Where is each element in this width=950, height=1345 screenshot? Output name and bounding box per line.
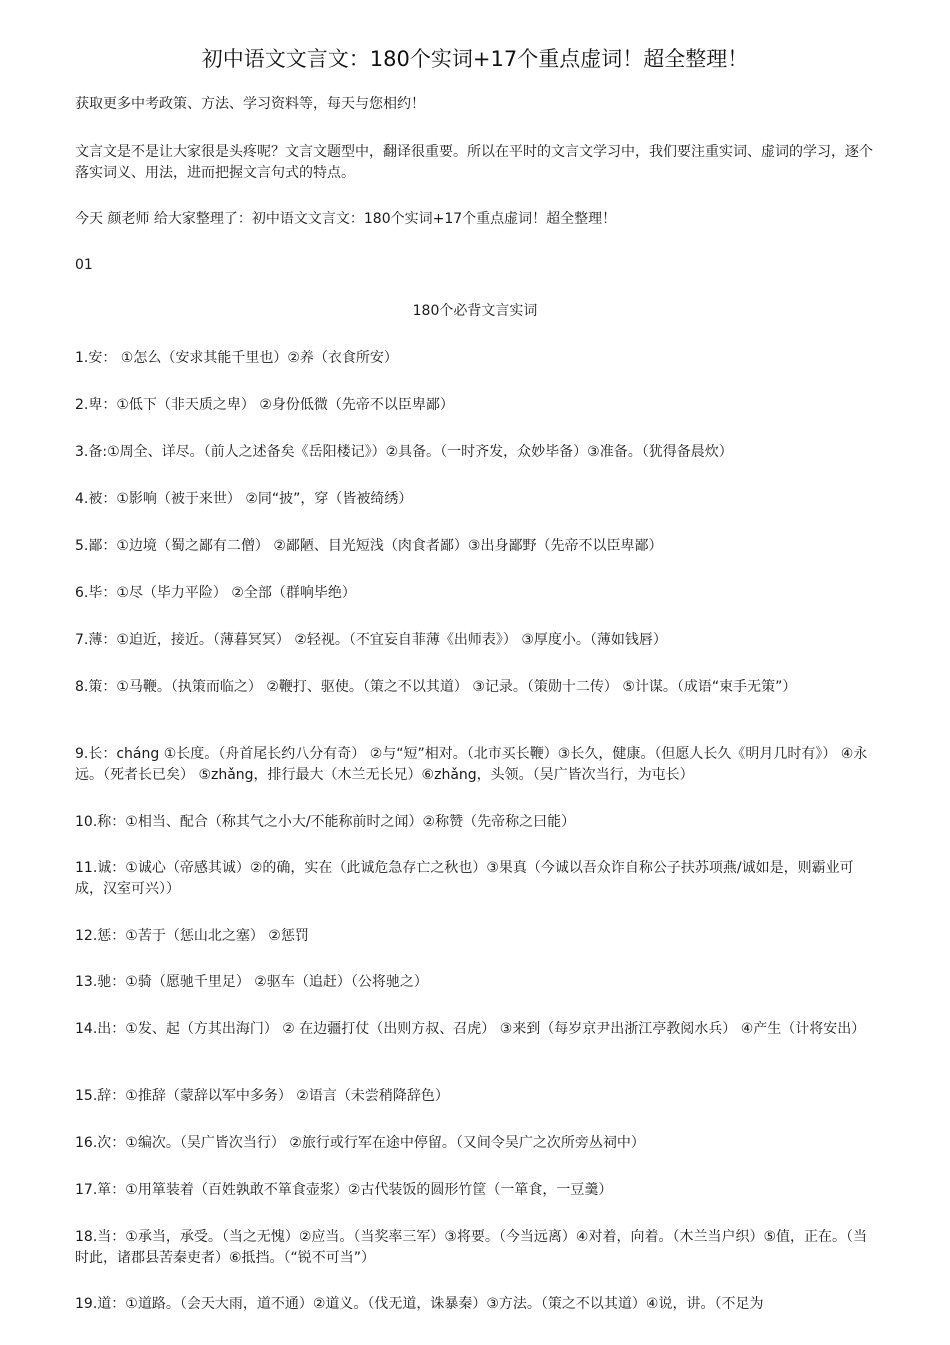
section-number: 01 <box>75 257 93 273</box>
entry: 12.惩：①苦于（惩山北之塞） ②惩罚 <box>75 928 309 944</box>
entry: 17.箪：①用箪装着（百姓孰敢不箪食壶浆）②古代装饭的圆形竹筐（一箪食，一豆羹） <box>75 1182 613 1198</box>
entry: 19.道：①道路。（会天大雨，道不通）②道义。（伐无道，诛暴秦）③方法。（策之不以其道）④说，讲。（不足为 <box>75 1296 764 1312</box>
document-title: 初中语文文言文：180个实词+17个重点虚词！超全整理！ <box>201 47 749 71</box>
entry: 1.安： ①怎么（安求其能千里也）②养（衣食所安） <box>75 350 398 366</box>
entry: 14.出：①发、起（方其出海门） ② 在边疆打仗（出则方叔、召虎） ③来到（每岁京尹出浙江亭教阅水兵） ④产生（计将安出） <box>75 1021 866 1037</box>
intro-paragraph-2: 文言文是不是让大家很是头疼呢？文言文题型中，翻译很重要。所以在平时的文言文学习中，我们要注重实词、虚词的学习，逐个落实词义、用法，进而把握文言句式的特点。 <box>75 144 873 181</box>
entry: 3.备:①周全、详尽。（前人之述备矣《岳阳楼记》）②具备。（一时齐发，众妙毕备）③准备。（犹得备晨炊） <box>75 444 733 460</box>
entry: 15.辞：①推辞（蒙辞以军中多务） ②语言（未尝稍降辞色） <box>75 1088 449 1104</box>
entry: 16.次：①编次。（吴广皆次当行） ②旅行或行军在途中停留。（又间令吴广之次所旁丛祠中） <box>75 1135 645 1151</box>
entry: 10.称：①相当、配合（称其气之小大/不能称前时之闻）②称赞（先帝称之曰能） <box>75 814 576 830</box>
entry: 8.策：①马鞭。（执策而临之） ②鞭打、驱使。（策之不以其道） ③记录。（策勋十二传） ⑤计谋。（成语“束手无策”） <box>75 679 797 695</box>
intro-paragraph-3: 今天 颜老师 给大家整理了：初中语文文言文：180个实词+17个重点虚词！超全整理！ <box>75 211 617 227</box>
entry: 11.诚：①诚心（帝感其诚）②的确，实在（此诚危急存亡之秋也）③果真（今诚以吾众诈自称公子扶苏项燕/诚如是，则霸业可成，汉室可兴）） <box>75 860 854 897</box>
entry: 2.卑：①低下（非天质之卑） ②身份低微（先帝不以臣卑鄙） <box>75 397 454 413</box>
section-heading: 180个必背文言实词 <box>412 303 538 319</box>
entry: 18.当：①承当，承受。（当之无愧）②应当。（当奖率三军）③将要。（今当远离）④对着，向着。（木兰当户织）⑤值，正在。（当时此，诸郡县苦秦吏者）⑥抵挡。（“锐不可当”） <box>75 1229 868 1266</box>
entry: 13.驰：①骑（愿驰千里足） ②驱车（追赶）（公将驰之） <box>75 974 428 990</box>
entry: 9.长：cháng ①长度。（舟首尾长约八分有奇） ②与“短”相对。（北市买长鞭）③长久，健康。（但愿人长久《明月几时有》） ④永远。（死者长已矣） ⑤zhǎng，排行最大（木兰无长兄）⑥zhǎng，头领。（吴广皆次当行，为屯长） <box>75 746 868 783</box>
entry: 6.毕：①尽（毕力平险） ②全部（群响毕绝） <box>75 585 356 601</box>
entry: 5.鄙：①边境（蜀之鄙有二僧） ②鄙陋、目光短浅（肉食者鄙）③出身鄙野（先帝不以臣卑鄙） <box>75 538 663 554</box>
entry: 7.薄：①迫近，接近。（薄暮冥冥） ②轻视。（不宜妄自菲薄《出师表》） ③厚度小。（薄如钱唇） <box>75 632 667 648</box>
intro-paragraph-1: 获取更多中考政策、方法、学习资料等，每天与您相约！ <box>75 96 425 112</box>
entry: 4.被：①影响（被于来世） ②同“披”，穿（皆被绮绣） <box>75 491 413 507</box>
